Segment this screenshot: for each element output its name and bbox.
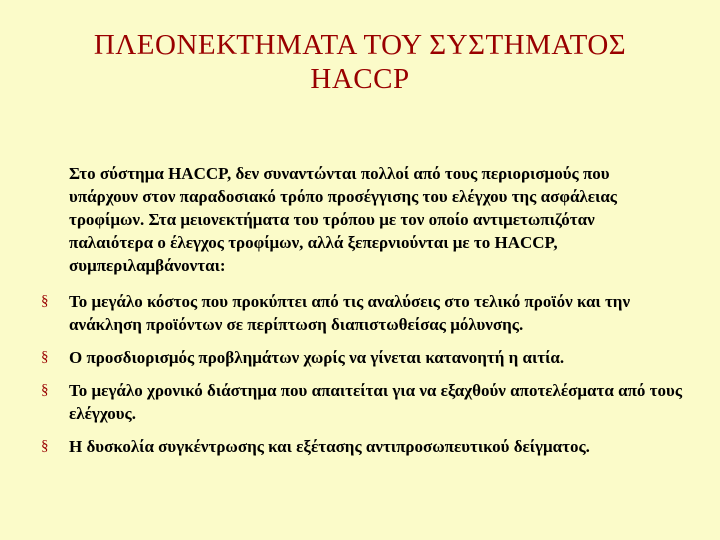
section-sign-bullet-icon: § xyxy=(41,293,49,309)
bullet-text: Το μεγάλο χρονικό διάστημα που απαιτείται για να εξαχθούν αποτελέσματα από τους ελέγχους. xyxy=(69,381,682,423)
slide-title xyxy=(40,28,680,96)
slide-title-line-1: ΠΛΕΟΝΕΚΤΗΜΑΤΑ ΤΟΥ ΣΥΣΤΗΜΑΤΟΣ xyxy=(93,29,627,61)
bullet-text: Η δυσκολία συγκέντρωσης και εξέτασης αντιπροσωπευτικού δείγματος. xyxy=(69,437,590,456)
intro-paragraph: Στο σύστημα HACCP, δεν συναντώνται πολλοί από τους περιορισμούς που υπάρχουν στον παραδοσιακό τρόπο προσέγγισης του ελέγχου της ασφάλειας τροφίμων. Στα μειονεκτήματα του τρόπου με τον οποίο αντιμετωπιζόταν παλαιότερα ο έλεγχος τροφίμων, αλλά ξεπερνιούνται με το HACCP, συμπεριλαμβάνονται: xyxy=(69,164,617,275)
bullet-item xyxy=(41,435,691,458)
bullet-list xyxy=(41,290,691,468)
section-sign-bullet-icon: § xyxy=(41,349,49,365)
section-sign-bullet-icon: § xyxy=(41,438,49,454)
section-sign-bullet-icon: § xyxy=(41,382,49,398)
bullet-item xyxy=(41,379,691,425)
bullet-text: Ο προσδιορισμός προβλημάτων χωρίς να γίνεται κατανοητή η αιτία. xyxy=(69,348,565,367)
bullet-item xyxy=(41,290,691,336)
bullet-text: Το μεγάλο κόστος που προκύπτει από τις αναλύσεις στο τελικό προϊόν και την ανάκληση προϊόντων σε περίπτωση διαπιστωθείσας μόλυνσης. xyxy=(69,292,631,334)
bullet-item xyxy=(41,346,691,369)
slide-title-line-2: HACCP xyxy=(310,63,410,95)
